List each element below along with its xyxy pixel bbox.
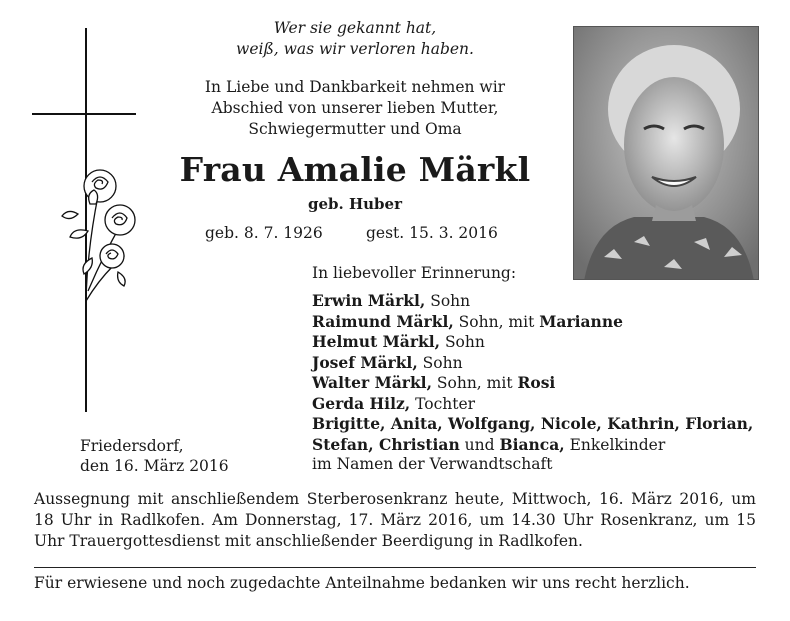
mourner-name: Bianca,: [499, 434, 565, 454]
intro-line: In Liebe und Dankbarkeit nehmen wir: [204, 78, 506, 96]
place: Friedersdorf,: [80, 437, 184, 455]
deceased-name: Frau Amalie Märkl: [179, 150, 531, 189]
service-text: Aussegnung mit anschließendem Sterberosenkranz heute, Mittwoch, 16. März 2016, um 18 Uhr in Radlkofen. Am Donnerstag, 17. März 2016, um 14.30 Uhr Rosenkranz, um 15 Uhr Trauergottesdienst mit anschließender Beerdigung in Radlkofen.: [34, 490, 756, 550]
date: den 16. März 2016: [80, 456, 229, 475]
mourner-line: [312, 455, 753, 475]
mourner-line: [312, 373, 753, 394]
mourner-relation: Enkelkinder: [564, 435, 666, 454]
mourner-name: Brigitte, Anita, Wolfgang, Nicole, Kathrin, Florian,: [312, 414, 754, 433]
mourner-relation: im Namen der Verwandtschaft: [312, 455, 553, 473]
portrait-image: [574, 27, 759, 280]
thanks-text: Für erwiesene und noch zugedachte Anteilnahme bedanken wir uns recht herzlich.: [34, 574, 690, 592]
mourner-relation: Sohn: [425, 292, 471, 310]
intro-line: Abschied von unserer lieben Mutter,: [211, 99, 499, 117]
mourner-relation: Sohn, mit: [431, 374, 518, 392]
mourner-line: [312, 291, 753, 312]
birth-date: geb. 8. 7. 1926: [205, 224, 323, 242]
mourner-relation: Sohn, mit: [453, 312, 540, 331]
intro-text: [170, 77, 540, 140]
mourner-name: Rosi: [517, 373, 556, 392]
maiden-name: geb. Huber: [308, 195, 402, 213]
mourner-name: Josef Märkl,: [312, 352, 418, 372]
mourner-name: Raimund Märkl,: [312, 311, 454, 331]
intro-line: Schwiegermutter und Oma: [248, 120, 462, 138]
mourner-name: Gerda Hilz,: [312, 393, 411, 413]
mourner-relation: Sohn: [417, 353, 463, 372]
mourner-relation: Tochter: [410, 394, 476, 413]
motto: [180, 18, 530, 60]
mourner-name: Marianne: [539, 311, 623, 331]
mourner-line: [312, 414, 753, 435]
mourner-name: Stefan, Christian: [312, 434, 460, 454]
mourner-line: [312, 332, 753, 353]
divider: [34, 567, 756, 568]
motto-line: Wer sie gekannt hat,: [273, 19, 437, 37]
mourner-relation: Sohn: [440, 333, 485, 351]
mourners-list: [312, 291, 753, 475]
mourner-name: Walter Märkl,: [312, 373, 432, 392]
cross-with-roses-icon: [28, 26, 148, 416]
portrait-photo: [573, 26, 759, 280]
mourner-name: Erwin Märkl,: [312, 291, 426, 310]
motto-line: weiß, was wir verloren haben.: [236, 40, 474, 58]
memory-heading: In liebevoller Erinnerung:: [312, 264, 517, 282]
mourner-relation: und: [459, 435, 500, 454]
mourner-line: [312, 353, 753, 374]
place-date: [80, 437, 229, 476]
death-date: gest. 15. 3. 2016: [366, 224, 498, 242]
mourner-line: [312, 394, 753, 415]
mourner-line: [312, 312, 753, 333]
mourner-line: [312, 435, 753, 456]
mourner-name: Helmut Märkl,: [312, 332, 441, 351]
